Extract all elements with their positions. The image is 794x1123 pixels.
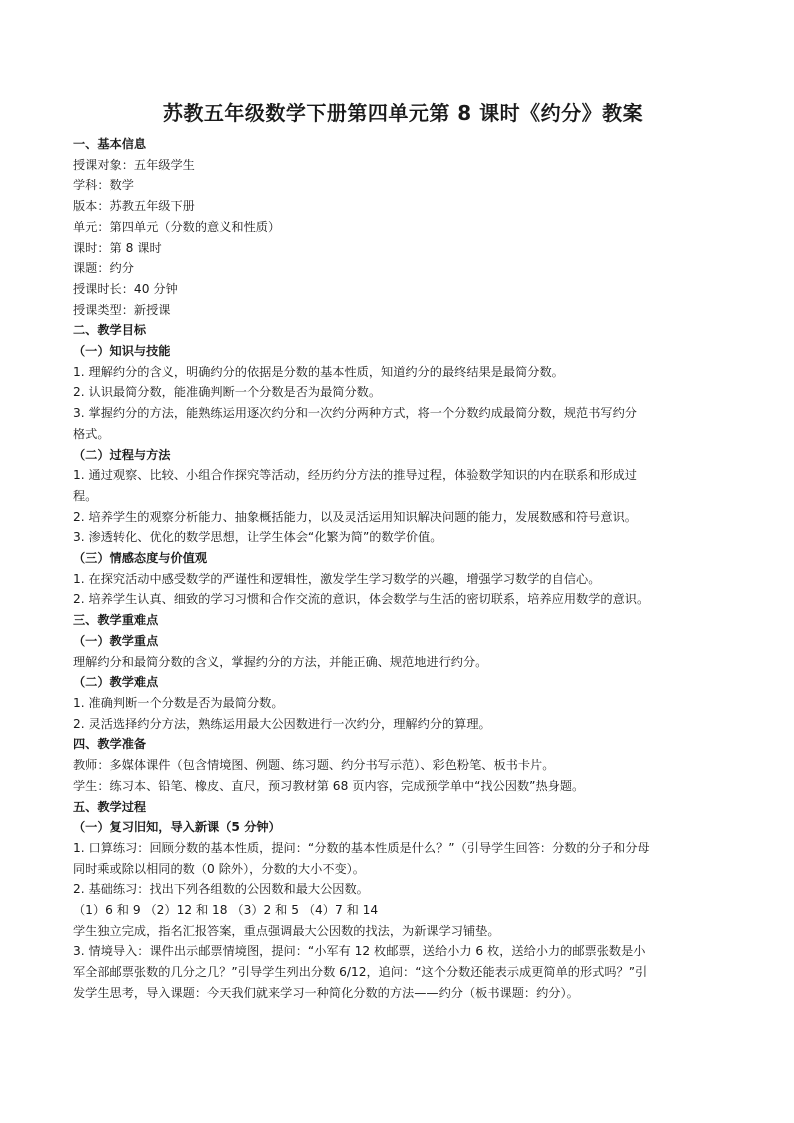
body-text-line: 格式。 (73, 426, 110, 441)
section-heading: 二、教学目标 (73, 323, 147, 338)
body-text-line: 1. 理解约分的含义，明确约分的依据是分数的基本性质，知道约分的最终结果是最简分数。 (73, 364, 564, 379)
body-text-line: 教师：多媒体课件（包含情境图、例题、练习题、约分书写示范）、彩色粉笔、板书卡片。 (73, 758, 555, 773)
section-heading: 五、教学过程 (73, 799, 147, 814)
lesson-plan-body (73, 134, 733, 1004)
body-text-line: 授课类型：新授课 (73, 302, 171, 317)
subsection-heading: （二）过程与方法 (73, 447, 171, 462)
body-text-line: 单元：第四单元（分数的意义和性质） (73, 219, 281, 234)
body-text-line: 学生独立完成，指名汇报答案，重点强调最大公因数的找法，为新课学习铺垫。 (73, 923, 500, 938)
body-text-line: 2. 灵活选择约分方法，熟练运用最大公因数进行一次约分，理解约分的算理。 (73, 716, 491, 731)
body-text-line: 1. 通过观察、比较、小组合作探究等活动，经历约分方法的推导过程，体验数学知识的内在联系和形成过 (73, 468, 637, 483)
body-text-line: （1）6 和 9 （2）12 和 18 （3）2 和 5 （4）7 和 14 (73, 903, 379, 918)
section-heading: 四、教学准备 (73, 737, 147, 752)
body-text-line: 版本：苏教五年级下册 (73, 199, 195, 214)
subsection-heading: （三）情感态度与价值观 (73, 551, 208, 566)
body-text-line: 2. 基础练习：找出下列各组数的公因数和最大公因数。 (73, 882, 369, 897)
section-heading: 三、教学重难点 (73, 613, 159, 628)
body-text-line: 1. 准确判断一个分数是否为最简分数。 (73, 695, 284, 710)
body-text-line: 3. 情境导入：课件出示邮票情境图，提问：“小军有 12 枚邮票，送给小力 6 枚，送给小力的邮票张数是小 (73, 944, 646, 959)
body-text-line: 授课对象：五年级学生 (73, 157, 195, 172)
body-text-line: 学生：练习本、铅笔、橡皮、直尺，预习教材第 68 页内容，完成预学单中“找公因数”热身题。 (73, 778, 585, 793)
body-text-line: 程。 (73, 488, 98, 503)
body-text-line: 课时：第 8 课时 (73, 240, 162, 255)
body-text-line: 军全部邮票张数的几分之几？”引导学生列出分数 6/12，追问：“这个分数还能表示成更简单的形式吗？”引 (73, 965, 648, 980)
subsection-heading: （二）教学难点 (73, 675, 159, 690)
subsection-heading: （一）复习旧知，导入新课（5 分钟） (73, 820, 281, 835)
section-heading: 一、基本信息 (73, 137, 147, 151)
subsection-heading: （一）知识与技能 (73, 344, 171, 359)
body-text-line: 学科：数学 (73, 178, 134, 193)
body-text-line: 课题：约分 (73, 261, 134, 276)
body-text-line: 3. 掌握约分的方法，能熟练运用逐次约分和一次约分两种方式，将一个分数约成最简分数，规范书写约分 (73, 406, 637, 421)
body-text-line: 2. 认识最简分数，能准确判断一个分数是否为最简分数。 (73, 385, 382, 400)
body-text-line: 2. 培养学生认真、细致的学习习惯和合作交流的意识，体会数学与生活的密切联系，培养应用数学的意识。 (73, 592, 650, 607)
body-text-line: 1. 口算练习：回顾分数的基本性质，提问：“分数的基本性质是什么？”（引导学生回答：分数的分子和分母 (73, 840, 650, 855)
body-text-line: 2. 培养学生的观察分析能力、抽象概括能力，以及灵活运用知识解决问题的能力，发展数感和符号意识。 (73, 509, 637, 524)
body-text-line: 授课时长：40 分钟 (73, 281, 178, 296)
body-text-line: 理解约分和最简分数的含义，掌握约分的方法，并能正确、规范地进行约分。 (73, 654, 488, 669)
subsection-heading: （一）教学重点 (73, 633, 159, 648)
body-text-line: 发学生思考，导入课题：今天我们就来学习一种简化分数的方法——约分（板书课题：约分）。 (73, 985, 579, 1000)
lesson-plan-page (73, 98, 733, 1004)
body-text-line: 3. 渗透转化、优化的数学思想，让学生体会“化繁为简”的数学价值。 (73, 530, 443, 545)
body-text-line: 1. 在探究活动中感受数学的严谨性和逻辑性，激发学生学习数学的兴趣，增强学习数学的自信心。 (73, 571, 601, 586)
body-text-line: 同时乘或除以相同的数（0 除外），分数的大小不变）。 (73, 861, 365, 876)
page-title: 苏教五年级数学下册第四单元第 8 课时《约分》教案 (162, 101, 644, 125)
